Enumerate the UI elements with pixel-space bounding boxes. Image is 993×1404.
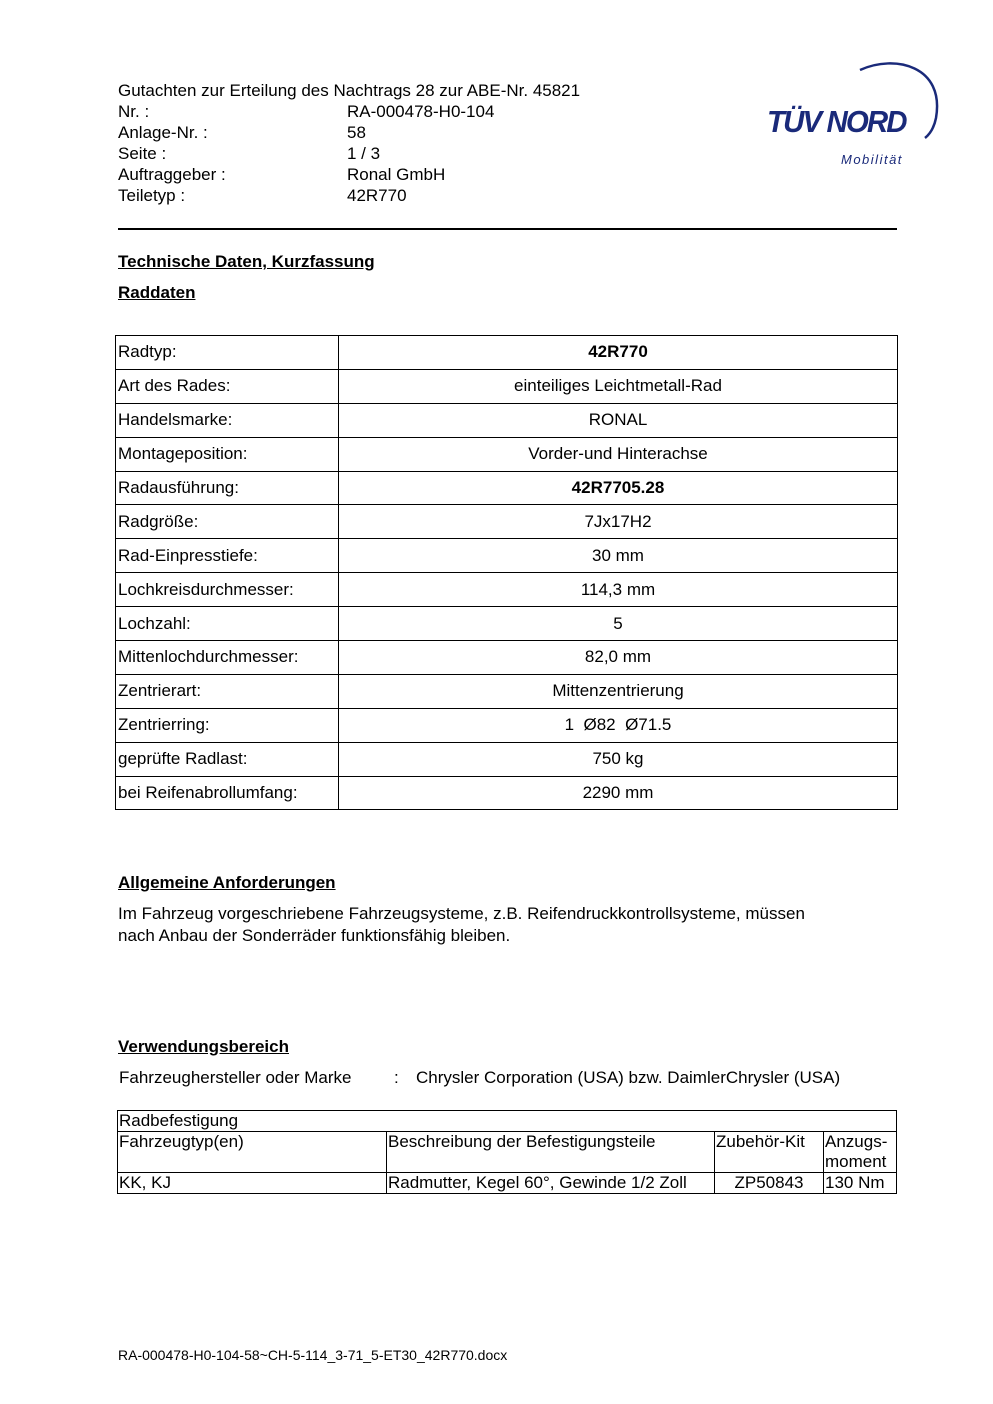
column-header [824, 1132, 897, 1173]
header-value: Ronal GmbH [347, 165, 446, 184]
tuv-nord-logo [765, 56, 940, 171]
row-value: 5 [339, 607, 898, 641]
row-label: Zentrierart: [116, 674, 339, 708]
table-cell: KK, KJ [118, 1173, 387, 1194]
row-label: Zentrierring: [116, 708, 339, 742]
row-label: Mittenlochdurchmesser: [116, 641, 339, 675]
document-header [118, 80, 580, 206]
manufacturer-separator: : [394, 1068, 399, 1087]
row-label: Montageposition: [116, 437, 339, 471]
table-row [116, 674, 898, 708]
row-label: Art des Rades: [116, 369, 339, 403]
manufacturer-line [119, 1068, 840, 1088]
row-value: RONAL [339, 403, 898, 437]
manufacturer-label: Fahrzeughersteller oder Marke [119, 1068, 352, 1087]
row-label: Rad-Einpresstiefe: [116, 539, 339, 573]
row-value: 750 kg [339, 742, 898, 776]
row-label: Radgröße: [116, 505, 339, 539]
table-row [116, 505, 898, 539]
header-row-teiletyp [118, 185, 580, 206]
column-header-line: Anzugs- [825, 1132, 888, 1151]
row-value: Mittenzentrierung [339, 674, 898, 708]
table-cell: 130 Nm [824, 1173, 897, 1194]
table-cell: ZP50843 [715, 1173, 824, 1194]
column-header-line: moment [825, 1152, 887, 1171]
table-row [116, 403, 898, 437]
row-label: Radtyp: [116, 336, 339, 370]
paragraph-line: nach Anbau der Sonderräder funktionsfähig bleiben. [118, 926, 511, 945]
allgemein-paragraph [118, 903, 898, 947]
row-label: geprüfte Radlast: [116, 742, 339, 776]
row-value: einteiliges Leichtmetall-Rad [339, 369, 898, 403]
header-row-seite [118, 143, 580, 164]
row-value: 1 Ø82 Ø71.5 [339, 708, 898, 742]
logo-subtitle: Mobilität [841, 152, 903, 167]
row-value: 42R770 [339, 336, 898, 370]
row-value: 82,0 mm [339, 641, 898, 675]
header-row-auftraggeber [118, 164, 580, 185]
table-cell: Radmutter, Kegel 60°, Gewinde 1/2 Zoll [387, 1173, 715, 1194]
header-label: Anlage-Nr. : [118, 123, 208, 142]
row-value: 2290 mm [339, 776, 898, 810]
row-label: Lochzahl: [116, 607, 339, 641]
fixing-table-title: Radbefestigung [118, 1111, 897, 1132]
table-row [116, 708, 898, 742]
table-row [116, 437, 898, 471]
table-header-row [118, 1132, 897, 1173]
header-label: Auftraggeber : [118, 165, 226, 184]
section-heading-tech: Technische Daten, Kurzfassung [118, 252, 375, 271]
row-value: 30 mm [339, 539, 898, 573]
row-value: 114,3 mm [339, 573, 898, 607]
table-row [116, 641, 898, 675]
row-value: 7Jx17H2 [339, 505, 898, 539]
row-label: bei Reifenabrollumfang: [116, 776, 339, 810]
section-heading-verwendung: Verwendungsbereich [118, 1037, 289, 1056]
header-value: RA-000478-H0-104 [347, 102, 495, 121]
document-title: Gutachten zur Erteilung des Nachtrags 28 zur ABE-Nr. 45821 [118, 81, 581, 100]
column-header: Fahrzeugtyp(en) [118, 1132, 387, 1173]
row-label: Lochkreisdurchmesser: [116, 573, 339, 607]
table-row [116, 573, 898, 607]
section-heading-raddaten: Raddaten [118, 283, 196, 302]
header-label: Nr. : [118, 102, 150, 121]
header-value: 1 / 3 [347, 144, 381, 163]
fixing-table [117, 1110, 897, 1194]
table-row [118, 1111, 897, 1132]
header-divider [118, 228, 897, 230]
table-row [116, 336, 898, 370]
column-header: Zubehör-Kit [715, 1132, 824, 1173]
manufacturer-value: Chrysler Corporation (USA) bzw. DaimlerChrysler (USA) [416, 1068, 841, 1087]
row-value: Vorder-und Hinterachse [339, 437, 898, 471]
table-row [116, 471, 898, 505]
table-row [116, 607, 898, 641]
row-value: 42R7705.28 [339, 471, 898, 505]
table-row [116, 539, 898, 573]
table-row [116, 369, 898, 403]
header-value: 58 [347, 123, 366, 142]
header-row-anlage [118, 122, 580, 143]
table-row [118, 1173, 897, 1194]
wheel-data-table [115, 335, 898, 810]
header-value: 42R770 [347, 186, 407, 205]
footer-filename: RA-000478-H0-104-58~CH-5-114_3-71_5-ET30_42R770.docx [118, 1347, 508, 1363]
section-heading-allgemein: Allgemeine Anforderungen [118, 873, 336, 892]
table-row [116, 776, 898, 810]
row-label: Radausführung: [116, 471, 339, 505]
header-label: Seite : [118, 144, 167, 163]
table-row [116, 742, 898, 776]
paragraph-line: Im Fahrzeug vorgeschriebene Fahrzeugsysteme, z.B. Reifendruckkontrollsysteme, müssen [118, 904, 805, 923]
row-label: Handelsmarke: [116, 403, 339, 437]
column-header: Beschreibung der Befestigungsteile [387, 1132, 715, 1173]
header-row-nr [118, 101, 580, 122]
header-label: Teiletyp : [118, 186, 186, 205]
logo-brand: TÜV NORD [767, 104, 906, 139]
